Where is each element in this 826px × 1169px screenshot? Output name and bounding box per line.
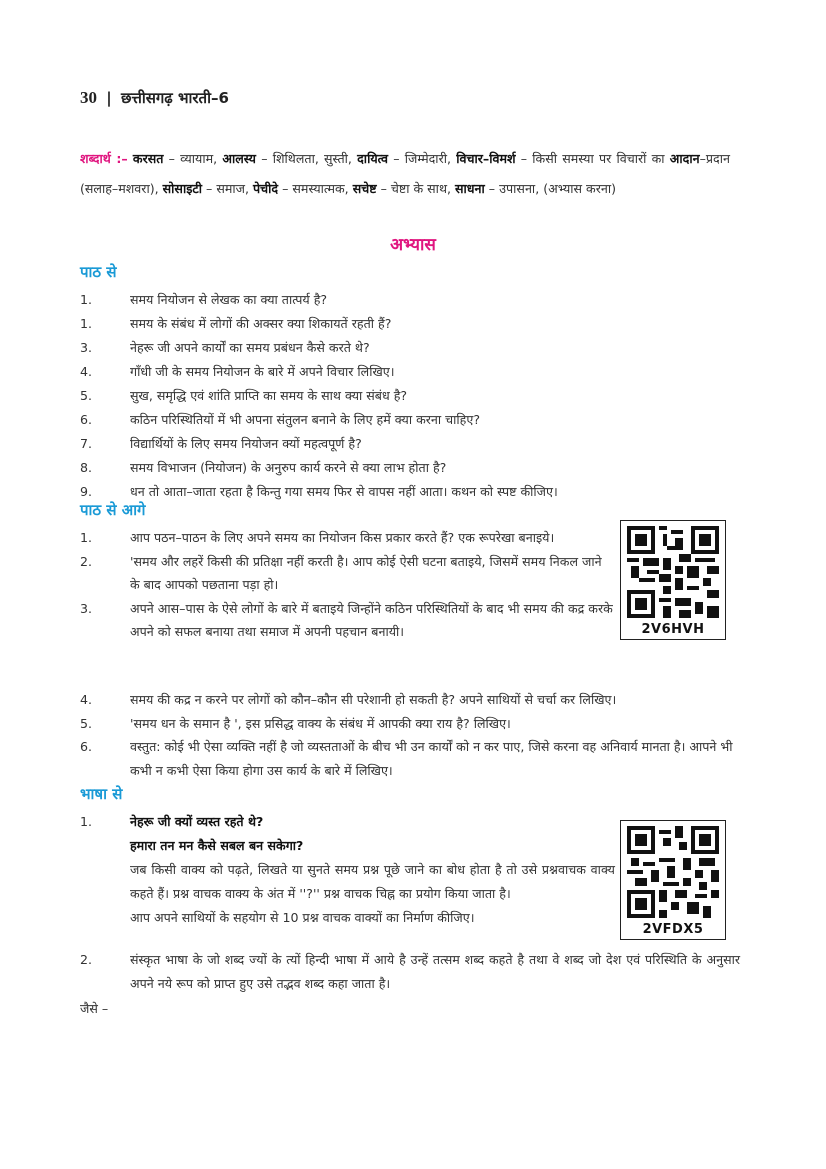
question-item (80, 550, 615, 597)
question-item (80, 480, 740, 504)
question-text: कठिन परिस्थितियों में भी अपना संतुलन बनाने के लिए हमें क्या करना चाहिए? (130, 412, 481, 427)
book-title: छत्तीसगढ़ भारती–6 (120, 89, 229, 107)
page-number: 30 (80, 88, 97, 107)
qr-code-label: 2VFDX5 (642, 922, 704, 937)
question-text: विद्यार्थियों के लिए समय नियोजन क्यों महत्वपूर्ण है? (130, 436, 362, 451)
question-text: समय के संबंध में लोगों की अक्सर क्या शिकायतें रहती हैं? (130, 316, 392, 331)
glossary-meaning: शिथिलता, सुस्ती, (272, 151, 352, 166)
glossary-meaning: व्यायाम, (180, 151, 218, 166)
glossary-word: आदान (669, 151, 700, 166)
question-list-bhasha-se-a (80, 810, 615, 930)
question-number: 6. (80, 412, 93, 427)
page-header (80, 88, 229, 108)
question-number: 9. (80, 484, 93, 499)
question-list-path-se (80, 288, 740, 504)
question-number: 3. (80, 600, 93, 616)
question-item (80, 408, 740, 432)
glossary-meaning: –प्रदान (सलाह–मशवरा), (80, 151, 730, 196)
question-item (80, 384, 740, 408)
question-item (80, 336, 740, 360)
section-heading-path-se-aage: पाठ से आगे (80, 501, 146, 519)
question-number: 5. (80, 388, 93, 403)
question-number: 1. (80, 316, 93, 331)
question-number: 6. (80, 739, 93, 754)
glossary-word: आलस्य (222, 151, 256, 166)
glossary-word: करसत (132, 151, 164, 166)
glossary-meaning: चेष्टा के साथ, (390, 181, 451, 196)
example-intro: जैसे – (80, 1001, 109, 1016)
question-text: वस्तुत: कोई भी ऐसा व्यक्ति नहीं है जो व्यस्तताओं के बीच भी उन कार्यों को न कर पाए, जिसे करना वह अनिवार्य मानता है। आपने भी कभी न कभी ऐसा किया होगा उस कार्य के बारे में लिखिए। (130, 739, 733, 778)
question-item (80, 712, 740, 736)
qr-code-icon (627, 526, 719, 618)
glossary-meaning: किसी समस्या पर विचारों का (532, 151, 665, 166)
qr-code-2[interactable] (620, 820, 726, 940)
question-number: 5. (80, 715, 93, 731)
glossary-meaning: जिम्मेदारी, (404, 151, 451, 166)
question-item (80, 432, 740, 456)
question-number: 1. (80, 292, 93, 307)
question-list-bhasha-se-b (80, 948, 740, 996)
question-text: नेहरू जी अपने कार्यों का समय प्रबंधन कैसे करते थे? (130, 340, 370, 355)
glossary-meaning: समस्यात्मक, (292, 181, 349, 196)
glossary-word: दायित्व (357, 151, 388, 166)
question-item (80, 688, 740, 712)
question-item (80, 735, 740, 782)
question-text: समय नियोजन से लेखक का क्या तात्पर्य है? (130, 292, 328, 307)
question-item (80, 456, 740, 480)
explanation-paragraph: जब किसी वाक्य को पढ़ते, लिखते या सुनते समय प्रश्न पूछे जाने का बोध होता है तो उसे प्रश्नवाचक वाक्य कहते हैं। प्रश्न वाचक वाक्य के अंत में ''?'' प्रश्न वाचक चिह्न का प्रयोग किया जाता है। (130, 862, 615, 901)
qr-code-icon (627, 826, 719, 918)
question-text: संस्कृत भाषा के जो शब्द ज्यों के त्यों हिन्दी भाषा में आये है उन्हें तत्सम शब्द कहते है तथा वे शब्द जो देश एवं परिस्थिति के अनुसार अपने नये रूप को प्राप्त हुए उसे तद्भव शब्द कहा जाता है। (130, 952, 741, 991)
question-item (80, 288, 740, 312)
question-item (80, 597, 615, 644)
question-text: गाँधी जी के समय नियोजन के बारे में अपने विचार लिखिए। (130, 364, 395, 379)
question-text: समय की कद्र न करने पर लोगों को कौन–कौन सी परेशानी हो सकती है? अपने साथियों से चर्चा कर लिखिए। (130, 692, 617, 707)
question-item (80, 810, 615, 930)
example-question-2-plain: हमारा तन मन (130, 838, 194, 853)
glossary: शब्दार्थ :– करसत – व्यायाम, आलस्य – शिथिलता, सुस्ती, दायित्व – जिम्मेदारी, विचार–विमर्श – किसी समस्या पर विचारों का आदान–प्रदान (सलाह–मशवरा), सोसाइटी – समाज, पेचीदे – समस्यात्मक, सचेष्ट – चेष्टा के साथ, साधना – उपासना, (अभ्यास करना) (80, 151, 730, 196)
question-text: धन तो आता–जाता रहता है किन्तु गया समय फिर से वापस नहीं आता। कथन को स्पष्ट कीजिए। (130, 484, 558, 499)
question-number: 4. (80, 364, 93, 379)
example-question-2-bold: कैसे सबल बन सकेगा? (197, 838, 304, 853)
example-question-1: नेहरू जी क्यों व्यस्त रहते थे? (130, 814, 264, 829)
glossary-word: पेचीदे (252, 181, 279, 196)
question-item (80, 360, 740, 384)
glossary-meaning: समाज, (216, 181, 249, 196)
glossary-word: साधना (455, 181, 485, 196)
section-heading-bhasha-se: भाषा से (80, 785, 123, 803)
question-text: 'समय धन के समान है ', इस प्रसिद्ध वाक्य के संबंध में आपकी क्या राय है? लिखिए। (130, 715, 511, 731)
glossary-meaning: उपासना, (अभ्यास करना) (499, 181, 617, 196)
question-number: 1. (80, 530, 93, 545)
glossary-word: सचेष्ट (352, 181, 377, 196)
glossary-word: विचार–विमर्श (456, 151, 516, 166)
question-number: 4. (80, 692, 93, 707)
question-text: समय विभाजन (नियोजन) के अनुरुप कार्य करने से क्या लाभ होता है? (130, 460, 447, 475)
question-list-path-se-aage-b (80, 688, 740, 782)
question-number: 2. (80, 553, 93, 569)
task-text: आप अपने साथियों के सहयोग से 10 प्रश्न वाचक वाक्यों का निर्माण कीजिए। (130, 910, 475, 925)
question-item (80, 312, 740, 336)
question-text: आप पठन–पाठन के लिए अपने समय का नियोजन किस प्रकार करते हैं? एक रूपरेखा बनाइये। (130, 530, 555, 545)
question-list-path-se-aage-a (80, 526, 615, 644)
question-number: 8. (80, 460, 93, 475)
example-question-2 (130, 834, 615, 858)
glossary-label: शब्दार्थ :– (80, 151, 128, 166)
qr-code-1[interactable] (620, 520, 726, 640)
exercise-title: अभ्यास (390, 235, 436, 255)
question-item (80, 526, 615, 550)
question-number: 3. (80, 340, 93, 355)
question-text: 'समय और लहरें किसी की प्रतिक्षा नहीं करती है। आप कोई ऐसी घटना बताइये, जिसमें समय निकल जाने के बाद आपको पछताना पड़ा हो। (130, 553, 602, 592)
question-number: 1. (80, 814, 93, 829)
question-number: 2. (80, 952, 93, 967)
question-text: सुख, समृद्धि एवं शांति प्राप्ति का समय के साथ क्या संबंध है? (130, 388, 408, 403)
glossary-word: सोसाइटी (162, 181, 202, 196)
question-text: अपने आस–पास के ऐसे लोगों के बारे में बताइये जिन्होंने कठिन परिस्थितियों के बाद भी समय की कद्र करके अपने को सफल बनाया तथा समाज में अपनी पहचान बनायी। (130, 600, 613, 639)
qr-code-label: 2V6HVH (641, 622, 705, 637)
header-separator: | (106, 89, 112, 107)
section-heading-path-se: पाठ से (80, 263, 117, 281)
question-number: 7. (80, 436, 93, 451)
question-item (80, 948, 740, 996)
